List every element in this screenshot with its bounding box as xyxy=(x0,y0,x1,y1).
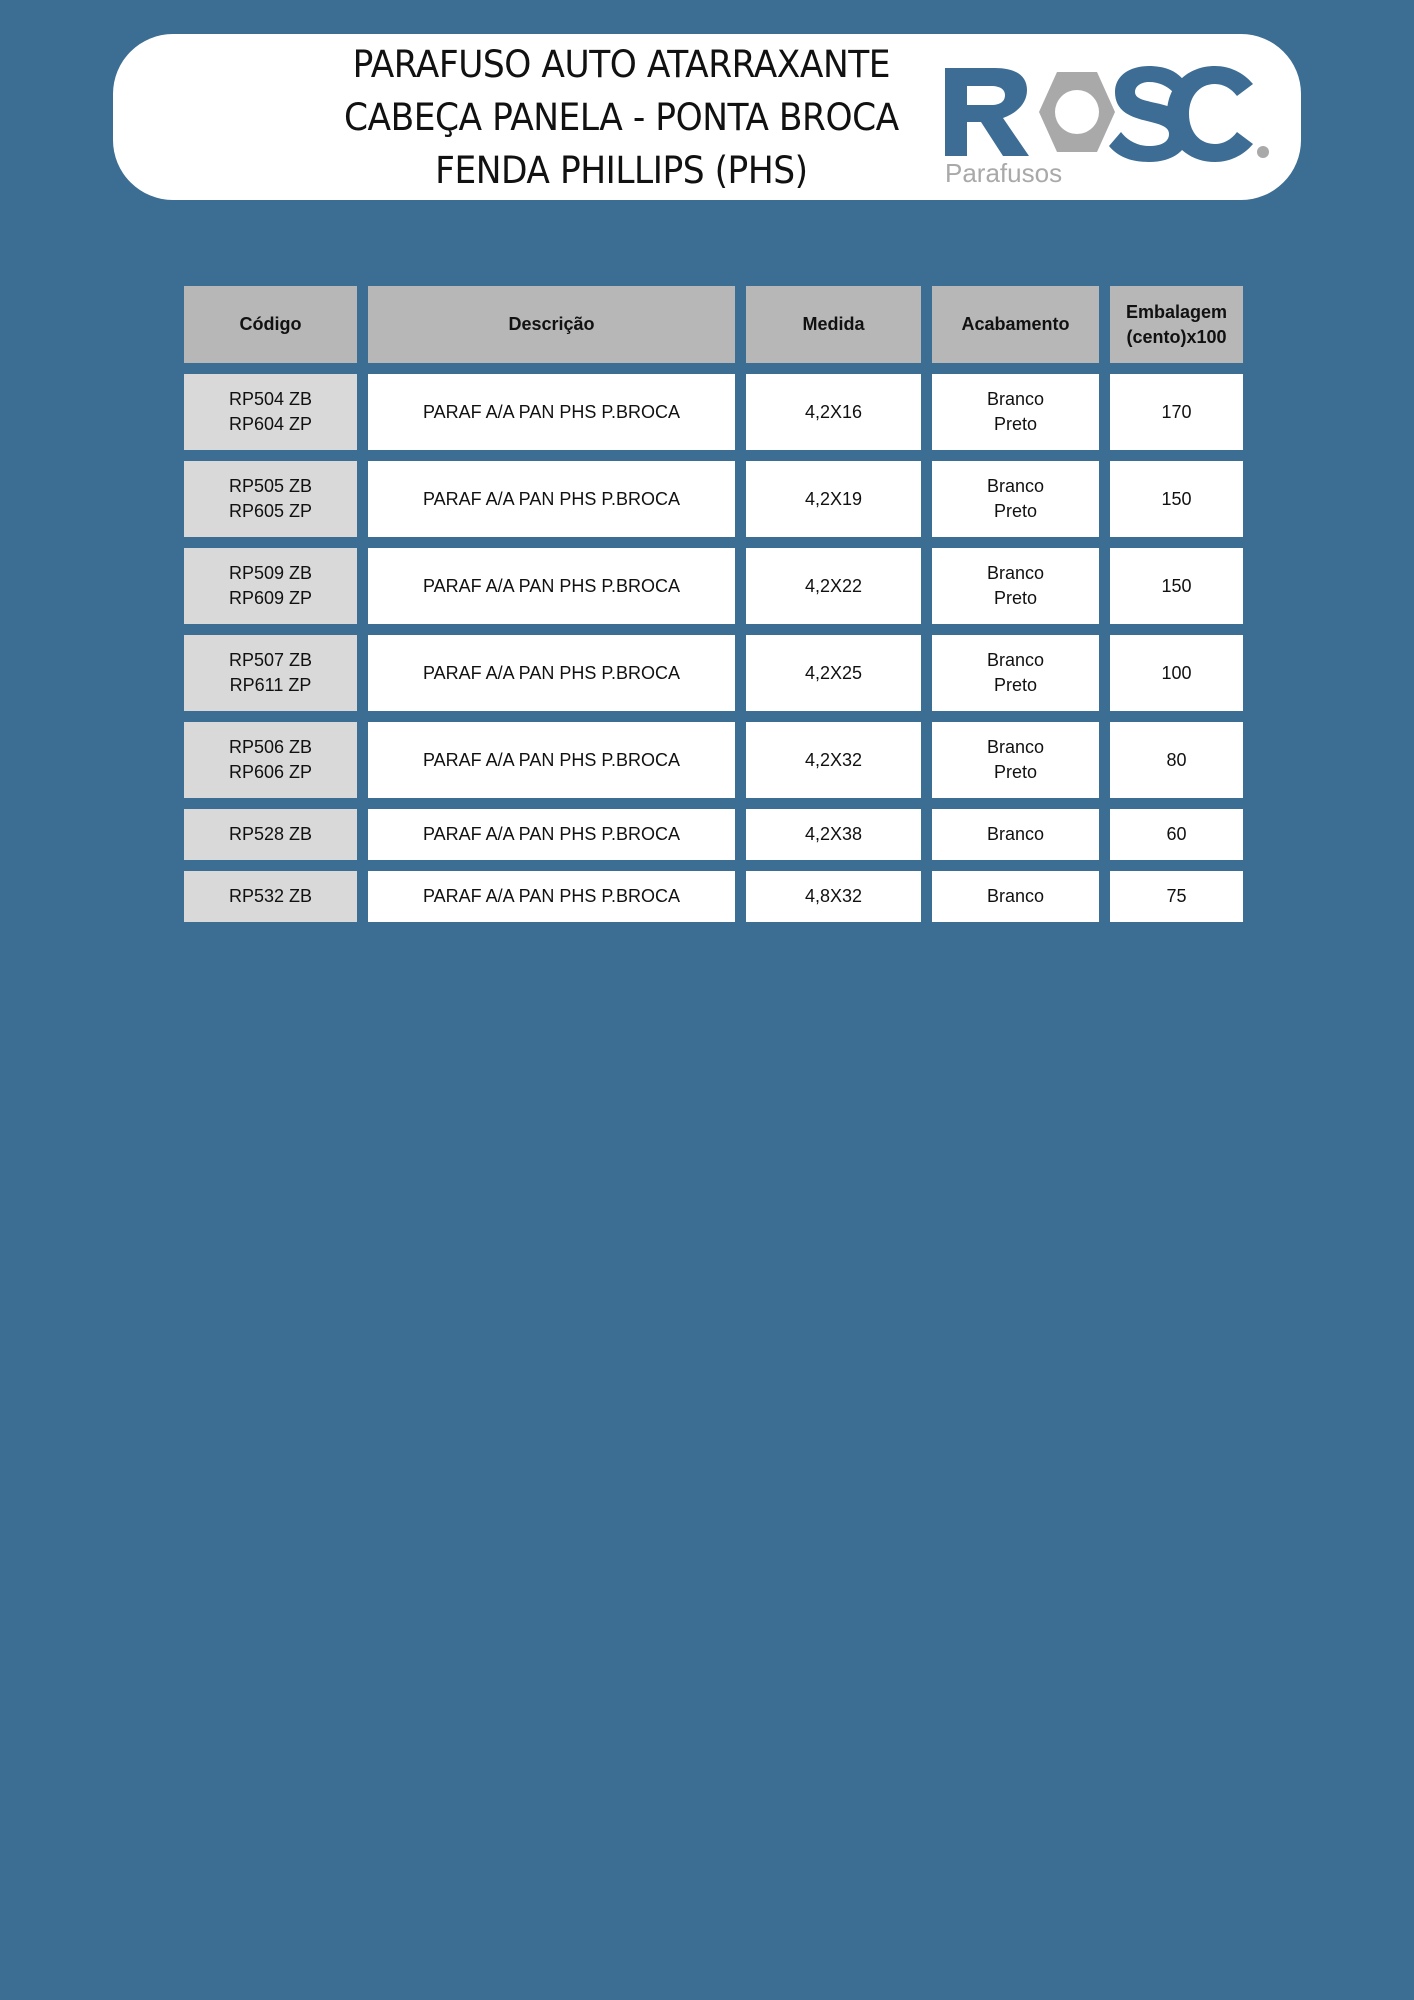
package-cell: 150 xyxy=(1110,461,1243,537)
description-cell: PARAF A/A PAN PHS P.BROCA xyxy=(368,809,735,860)
finish-value: Branco xyxy=(986,824,1045,844)
finish-value: Branco xyxy=(986,563,1045,583)
product-code: RP532 ZB xyxy=(228,886,313,906)
package-cell: 60 xyxy=(1110,809,1243,860)
finish-cell xyxy=(932,722,1099,798)
product-code: RP611 ZP xyxy=(229,675,312,695)
header-descricao: Descrição xyxy=(368,286,735,363)
finish-value: Branco xyxy=(986,476,1045,496)
finish-value: Preto xyxy=(993,675,1038,695)
description-cell: PARAF A/A PAN PHS P.BROCA xyxy=(368,871,735,922)
size-cell: 4,2X16 xyxy=(746,374,921,450)
package-cell: 170 xyxy=(1110,374,1243,450)
code-cell xyxy=(184,374,357,450)
product-code: RP506 ZB xyxy=(228,737,313,757)
description-cell: PARAF A/A PAN PHS P.BROCA xyxy=(368,374,735,450)
header-embalagem-line: (cento)x100 xyxy=(1126,326,1227,347)
table-row xyxy=(184,809,1243,860)
size-cell: 4,8X32 xyxy=(746,871,921,922)
product-code: RP609 ZP xyxy=(228,588,313,608)
size-cell: 4,2X22 xyxy=(746,548,921,624)
description-cell: PARAF A/A PAN PHS P.BROCA xyxy=(368,548,735,624)
package-cell: 150 xyxy=(1110,548,1243,624)
product-code: RP507 ZB xyxy=(228,650,313,670)
code-cell xyxy=(184,809,357,860)
product-code: RP606 ZP xyxy=(228,762,313,782)
logo-letter-c xyxy=(1167,66,1269,162)
finish-cell xyxy=(932,635,1099,711)
table-row xyxy=(184,871,1243,922)
finish-value: Preto xyxy=(993,588,1038,608)
code-cell xyxy=(184,635,357,711)
logo-subtext: Parafusos xyxy=(945,158,1063,188)
package-cell: 100 xyxy=(1110,635,1243,711)
code-cell xyxy=(184,722,357,798)
finish-value: Branco xyxy=(986,389,1045,409)
header-codigo: Código xyxy=(184,286,357,363)
logo-nut-icon xyxy=(1039,72,1115,152)
title-line: CABEÇA PANELA - PONTA BROCA xyxy=(343,96,899,139)
page-title xyxy=(197,38,1046,197)
logo-graphic xyxy=(933,48,1273,188)
product-code: RP505 ZB xyxy=(228,476,313,496)
finish-value: Preto xyxy=(993,762,1038,782)
header-acabamento: Acabamento xyxy=(932,286,1099,363)
product-code: RP509 ZB xyxy=(228,563,313,583)
code-cell xyxy=(184,461,357,537)
package-cell: 80 xyxy=(1110,722,1243,798)
finish-value: Branco xyxy=(986,886,1045,906)
table-row xyxy=(184,374,1243,450)
finish-value: Branco xyxy=(986,650,1045,670)
table-row xyxy=(184,722,1243,798)
size-cell: 4,2X38 xyxy=(746,809,921,860)
header-embalagem xyxy=(1110,286,1243,363)
size-cell: 4,2X19 xyxy=(746,461,921,537)
code-cell xyxy=(184,871,357,922)
finish-value: Branco xyxy=(986,737,1045,757)
product-table xyxy=(173,275,1254,933)
table-header-row xyxy=(184,286,1243,363)
product-code: RP604 ZP xyxy=(228,414,313,434)
brand-logo xyxy=(933,48,1273,188)
finish-cell xyxy=(932,461,1099,537)
package-cell: 75 xyxy=(1110,871,1243,922)
product-code: RP528 ZB xyxy=(228,824,313,844)
finish-cell xyxy=(932,374,1099,450)
header-banner xyxy=(113,34,1301,200)
table-row xyxy=(184,461,1243,537)
title-line: PARAFUSO AUTO ATARRAXANTE xyxy=(352,43,891,86)
finish-value: Preto xyxy=(993,414,1038,434)
size-cell: 4,2X32 xyxy=(746,722,921,798)
header-medida: Medida xyxy=(746,286,921,363)
product-code: RP605 ZP xyxy=(228,501,313,521)
finish-cell xyxy=(932,548,1099,624)
logo-letter-r xyxy=(945,68,1029,156)
title-line: FENDA PHILLIPS (PHS) xyxy=(435,149,808,192)
header-embalagem-line: Embalagem xyxy=(1125,301,1228,322)
description-cell: PARAF A/A PAN PHS P.BROCA xyxy=(368,635,735,711)
size-cell: 4,2X25 xyxy=(746,635,921,711)
finish-cell xyxy=(932,871,1099,922)
table-row xyxy=(184,548,1243,624)
table-row xyxy=(184,635,1243,711)
finish-value: Preto xyxy=(993,501,1038,521)
description-cell: PARAF A/A PAN PHS P.BROCA xyxy=(368,722,735,798)
product-code: RP504 ZB xyxy=(228,389,313,409)
code-cell xyxy=(184,548,357,624)
description-cell: PARAF A/A PAN PHS P.BROCA xyxy=(368,461,735,537)
finish-cell xyxy=(932,809,1099,860)
